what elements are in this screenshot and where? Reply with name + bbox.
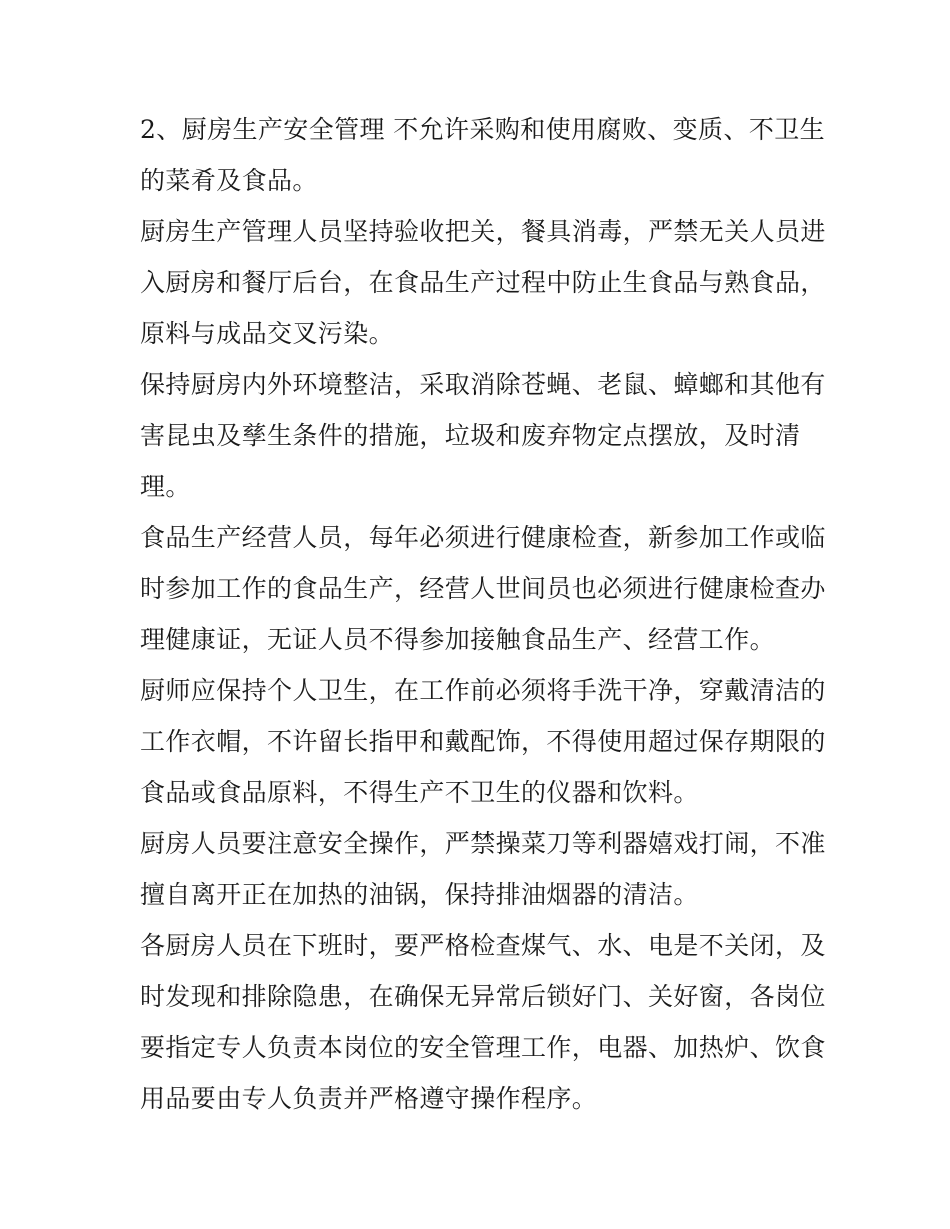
- text-line: 用品要由专人负责并严格遵守操作程序。: [140, 1084, 598, 1113]
- paragraph-safe-operation: [140, 818, 826, 920]
- text-line: 时参加工作的食品生产，经营人世间员也必须进行健康检查办: [140, 574, 826, 603]
- text-line: 厨房人员要注意安全操作，严禁操菜刀等利器嬉戏打闹，不准: [140, 829, 826, 858]
- paragraph-chef-hygiene: [140, 665, 826, 818]
- text-line: 理。: [140, 472, 191, 501]
- text-line: 工作衣帽，不许留长指甲和戴配饰，不得使用超过保存期限的: [140, 727, 826, 756]
- text-line: 食品或食品原料，不得生产不卫生的仪器和饮料。: [140, 778, 699, 807]
- text-line: 食品生产经营人员，每年必须进行健康检查，新参加工作或临: [140, 523, 826, 552]
- text-line: 害昆虫及孳生条件的措施，垃圾和废弃物定点摆放，及时清: [140, 421, 801, 450]
- text-line: 原料与成品交叉污染。: [140, 319, 395, 348]
- paragraph-end-of-shift-checks: [140, 920, 826, 1124]
- paragraph-kitchen-safety-intro: [140, 104, 826, 206]
- text-line: 厨师应保持个人卫生，在工作前必须将手洗干净，穿戴清洁的: [140, 676, 826, 705]
- text-line: 各厨房人员在下班时，要严格检查煤气、水、电是不关闭，及: [140, 931, 826, 960]
- text-line: 要指定专人负责本岗位的安全管理工作，电器、加热炉、饮食: [140, 1033, 826, 1062]
- text-line: 入厨房和餐厅后台，在食品生产过程中防止生食品与熟食品，: [140, 268, 826, 297]
- text-line: 保持厨房内外环境整洁，采取消除苍蝇、老鼠、蟑螂和其他有: [140, 370, 826, 399]
- text-line: 时发现和排除隐患，在确保无异常后锁好门、关好窗，各岗位: [140, 982, 826, 1011]
- text-line: 厨房生产管理人员坚持验收把关，餐具消毒，严禁无关人员进: [140, 217, 826, 246]
- text-line: 擅自离开正在加热的油锅，保持排油烟器的清洁。: [140, 880, 699, 909]
- paragraph-environment-cleanliness: [140, 359, 826, 512]
- paragraph-health-checks: [140, 512, 826, 665]
- paragraph-inspection-hygiene: [140, 206, 826, 359]
- text-line: 理健康证，无证人员不得参加接触食品生产、经营工作。: [140, 625, 776, 654]
- text-line: 的菜肴及食品。: [140, 166, 318, 195]
- document-body: [140, 104, 826, 1124]
- text-line: 2、厨房生产安全管理 不允许采购和使用腐败、变质、不卫生: [140, 115, 826, 144]
